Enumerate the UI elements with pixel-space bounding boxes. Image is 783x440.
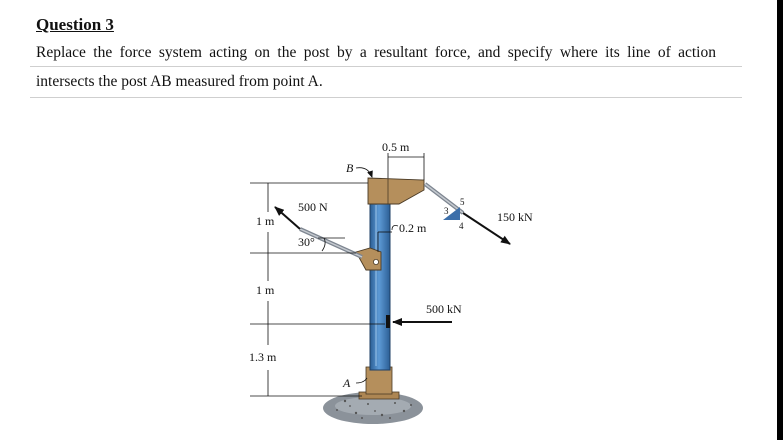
angle-30-label: 30° bbox=[298, 235, 315, 249]
slope-3-label: 3 bbox=[444, 206, 449, 216]
slope-5-label: 5 bbox=[460, 197, 465, 207]
dim-1m-lower-label: 1 m bbox=[256, 283, 275, 297]
dim-0-2m-label: 0.2 m bbox=[399, 221, 427, 235]
question-text-line-2: intersects the post AB measured from point A. bbox=[36, 73, 323, 90]
question-text-line-1: Replace the force system acting on the post by a resultant force, and specify where its line of action bbox=[36, 44, 716, 61]
force-500n-arrow bbox=[275, 207, 300, 229]
side-bracket bbox=[356, 248, 381, 270]
force-500kn-pad bbox=[386, 315, 390, 328]
slope-4-label: 4 bbox=[459, 221, 464, 231]
post-ab bbox=[370, 200, 390, 370]
b-leader bbox=[356, 168, 372, 177]
question-title: Question 3 bbox=[36, 15, 114, 34]
force-150kn-label: 150 kN bbox=[497, 210, 533, 224]
force-500n-label: 500 N bbox=[298, 200, 328, 214]
dim-1m-upper-label: 1 m bbox=[256, 214, 275, 228]
force-500kn-label: 500 kN bbox=[426, 302, 462, 316]
a-leader bbox=[356, 378, 367, 383]
dim-1-3m-label: 1.3 m bbox=[249, 350, 277, 364]
dim-top-label: 0.5 m bbox=[382, 140, 410, 154]
point-b-label: B bbox=[346, 161, 354, 175]
point-a-label: A bbox=[343, 376, 351, 390]
top-dimension-line bbox=[388, 153, 424, 180]
base-plate bbox=[359, 367, 399, 399]
top-bracket bbox=[368, 178, 424, 204]
